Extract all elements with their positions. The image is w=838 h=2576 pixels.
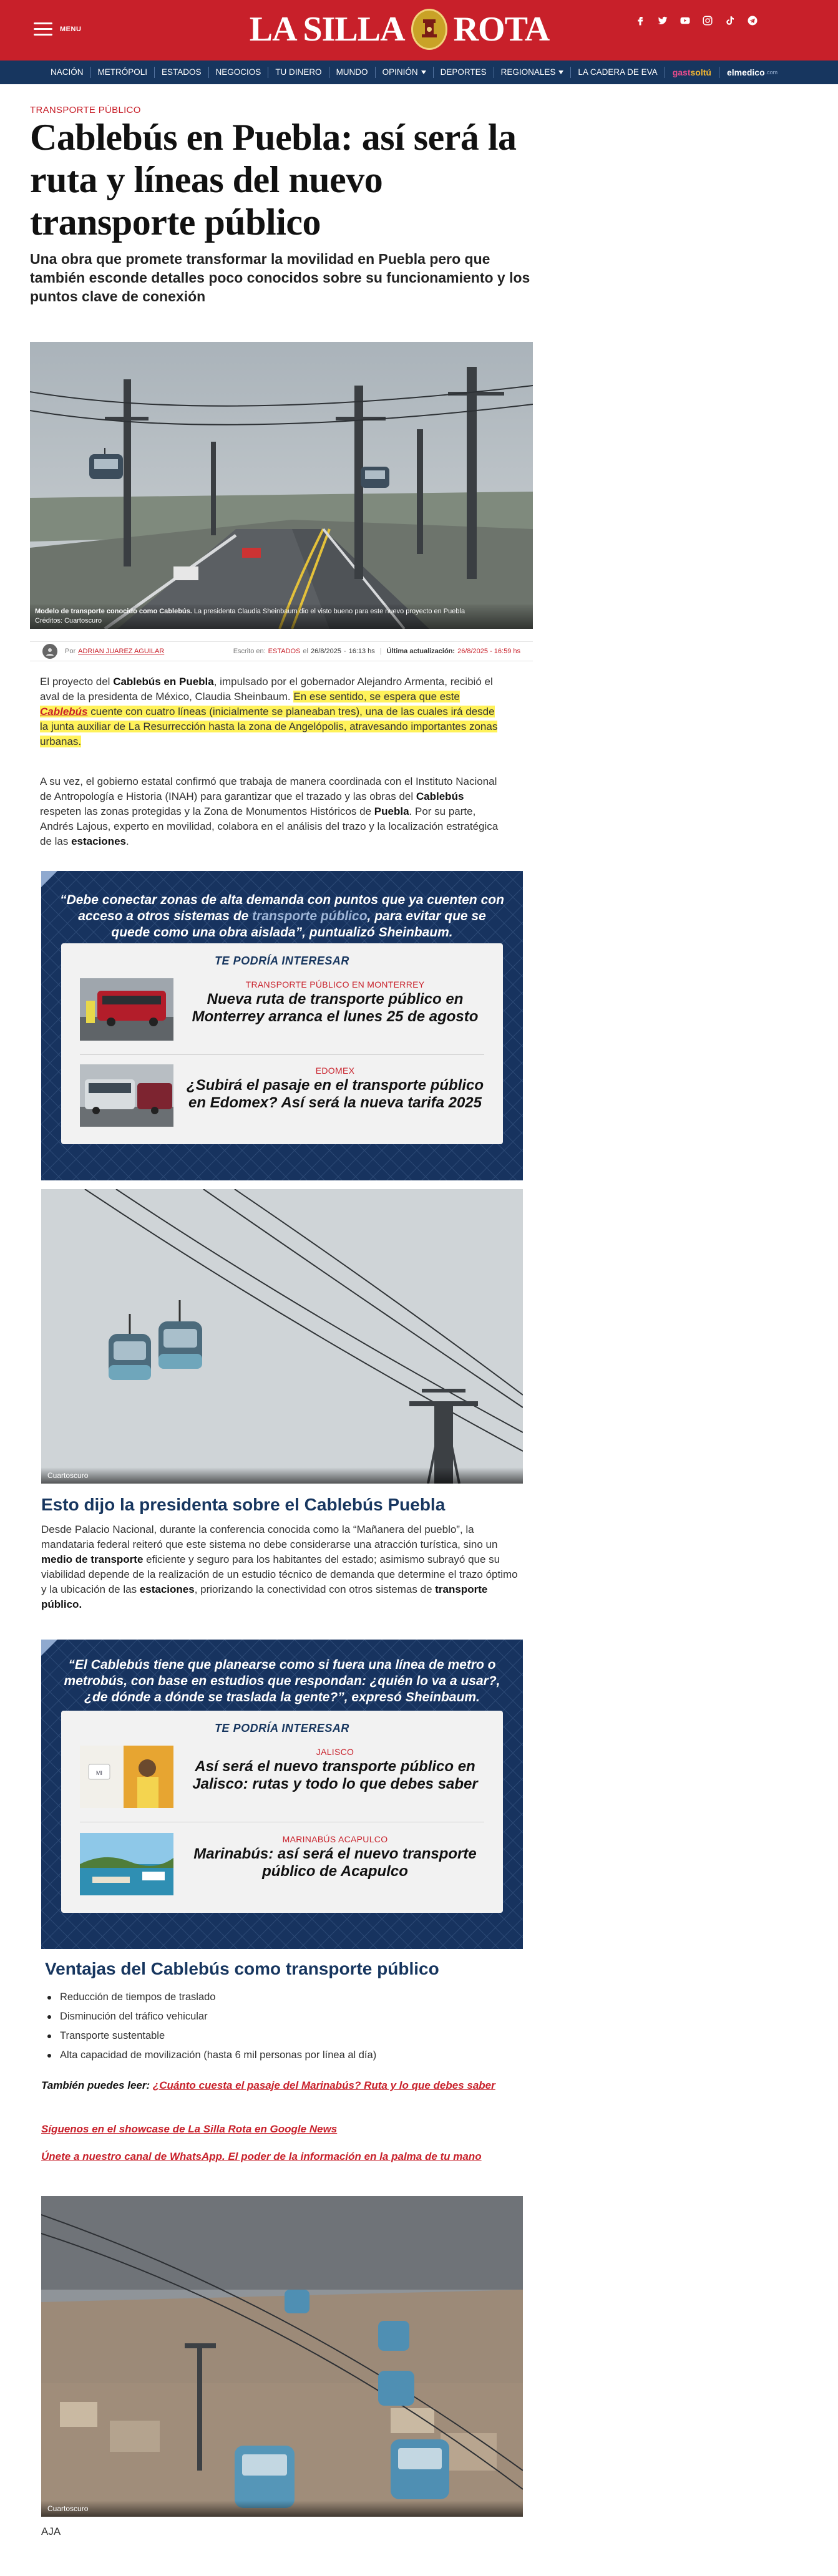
hero-image	[30, 342, 533, 629]
article-headline: Cablebús en Puebla: así será la ruta y líneas del nuevo transporte público	[30, 117, 517, 243]
partner-b-name: elmedico	[726, 67, 765, 77]
p1-text-a: El proyecto del	[40, 676, 114, 688]
social-links	[635, 14, 758, 27]
whatsapp-link[interactable]: Únete a nuestro canal de WhatsApp. El poder de la información en la palma de tu mano	[41, 2151, 482, 2162]
youtube-icon[interactable]	[680, 15, 691, 26]
logo-text-left: LA SILLA	[249, 10, 405, 49]
p1-highlight-b: cuente con cuatro líneas (inicialmente se planeaban tres), una de las cuales irá desde la junta auxiliar de La Resurrección hasta la zona de Angelópolis, atravesando importantes zonas urbanas.	[40, 706, 498, 747]
menu-label: MENU	[60, 26, 82, 33]
p3-text-a: Desde Palacio Nacional, durante la conferencia conocida como la “Mañanera del pueblo”, la mandataria federal reiteró que este sistema no debe considerarse una atracción turística, sino un	[41, 1524, 498, 1550]
p2-text-g: .	[125, 835, 129, 847]
related-kicker: TRANSPORTE PÚBLICO EN MONTERREY	[245, 979, 425, 989]
related-kicker: EDOMEX	[315, 1066, 355, 1076]
tiktok-icon[interactable]	[724, 15, 736, 26]
p2-text-c: respeten las zonas protegidas y la Zona de Monumentos Históricos de	[40, 805, 374, 817]
instagram-icon[interactable]	[702, 15, 713, 26]
box-corner	[41, 1640, 57, 1656]
related-title-text: ¿Subirá el pasaje en el transporte público en Edomex? Así será la nueva tarifa 2025	[186, 1077, 484, 1111]
main-navigation	[0, 61, 838, 84]
p1-highlight-a: En ese sentido, se espera que este	[293, 691, 460, 702]
related-card[interactable]	[80, 1064, 484, 1129]
list-item: Reducción de tiempos de traslado	[46, 1988, 502, 2007]
related-title: TE PODRÍA INTERESAR	[215, 955, 349, 967]
byline-section-link[interactable]: ESTADOS	[268, 648, 301, 655]
nav-item-deportes[interactable]: DEPORTES	[434, 67, 494, 78]
related-thumb	[80, 978, 173, 1041]
chevron-down-icon	[421, 70, 426, 74]
quote1-b: , para evitar que se quede como una obra aislada”, puntualizó Sheinbaum.	[111, 909, 486, 940]
list-item: Transporte sustentable	[46, 2026, 502, 2046]
partner-a-part2: soltú	[690, 67, 711, 77]
related-card[interactable]	[80, 1833, 484, 1898]
quote2-a: “El	[68, 1658, 91, 1672]
p2-bold-f: estaciones	[71, 835, 126, 847]
p2-bold-b: Cablebús	[416, 790, 464, 802]
svg-text:MI: MI	[96, 1770, 102, 1776]
list-item: Alta capacidad de movilización (hasta 6 mil personas por línea al día)	[46, 2046, 502, 2065]
p3-text-c: eficiente y seguro para los habitantes del estado; asimismo subrayó que su viabilidad depende de la realización de un estudio técnico de demanda que determine el trazo óptimo y la ubicación de las	[41, 1553, 518, 1595]
section-heading-presidenta: Esto dijo la presidenta sobre el Cablebús Puebla	[41, 1495, 446, 1514]
quote-box-1	[41, 871, 523, 1180]
nav-item-metropoli[interactable]: METRÓPOLI	[91, 67, 155, 78]
publish-date: 26/8/2025	[310, 648, 341, 655]
nav-item-tu-dinero[interactable]: TU DINERO	[268, 67, 329, 78]
related-thumb	[80, 1064, 173, 1127]
partner-gastsoltu-logo[interactable]	[665, 67, 719, 78]
nav-item-mundo[interactable]: MUNDO	[329, 67, 376, 78]
hero-caption-text: La presidenta Claudia Sheinbaum dio el visto bueno para este nuevo proyecto en Puebla	[192, 608, 465, 615]
also-read-label: También puedes leer:	[41, 2079, 153, 2091]
byline: Por ADRIAN JUAREZ AGUILAR Escrito en: ESTADOS el 26/8/2025 - 16:13 hs | Última actualización: 26/8/2025 - 16:59 hs	[30, 641, 533, 661]
cablecar-gondolas-photo	[41, 1189, 523, 1484]
updated-date: 26/8/2025 - 16:59 hs	[457, 648, 520, 655]
related-kicker: JALISCO	[316, 1747, 354, 1757]
p3-text-e: , priorizando la conectividad con otros sistemas de	[194, 1583, 436, 1595]
section-tag[interactable]: TRANSPORTE PÚBLICO	[30, 105, 141, 115]
related-thumb	[80, 1833, 173, 1895]
hero-credit: Créditos: Cuartoscuro	[35, 617, 102, 625]
menu-button[interactable]	[34, 14, 84, 45]
related-kicker: MARINABÚS ACAPULCO	[282, 1834, 388, 1844]
hamburger-icon	[34, 22, 52, 36]
city-cablecars-illustration	[41, 2196, 523, 2517]
box-corner	[41, 871, 57, 887]
partner-a-part1: gast	[672, 67, 691, 77]
partner-elmedico-logo[interactable]	[719, 67, 785, 78]
site-logo[interactable]	[237, 4, 562, 55]
also-read	[41, 2078, 503, 2094]
author-initials: AJA	[41, 2525, 61, 2537]
author-avatar[interactable]	[42, 644, 57, 659]
nav-item-estados[interactable]: ESTADOS	[155, 67, 209, 78]
paragraph-1	[40, 674, 499, 749]
partner-b-suffix: .com	[765, 69, 778, 75]
p3-bold-d: estaciones	[139, 1583, 195, 1595]
quote2-b: Cablebús	[90, 1658, 150, 1672]
logo-text-right: ROTA	[453, 10, 550, 49]
nav-item-negocios[interactable]: NEGOCIOS	[209, 67, 269, 78]
nav-item-regionales-label: REGIONALES	[500, 67, 556, 77]
related-card[interactable]	[80, 1746, 484, 1810]
related-box-1	[61, 943, 503, 1144]
related-thumb	[80, 1746, 173, 1808]
p3-bold-f: transporte público.	[41, 1583, 488, 1610]
sheinbaum-quote-2	[60, 1657, 504, 1706]
updated-label: Última actualización:	[386, 648, 456, 655]
p1-bold: Cablebús en Puebla	[113, 676, 214, 688]
article-subtitle: Una obra que promete transformar la movilidad en Puebla pero que también esconde detalles poco conocidos sobre su funcionamiento y los puntos clave de conexión	[30, 251, 530, 304]
gondolas-illustration	[41, 1189, 523, 1484]
google-news-link[interactable]: Síguenos en el showcase de La Silla Rota en Google News	[41, 2123, 338, 2135]
top-header-bar	[0, 0, 838, 61]
nav-item-nacion[interactable]: NACIÓN	[44, 67, 91, 78]
whatsapp-line	[41, 2149, 503, 2165]
paragraph-3	[41, 1522, 522, 1612]
list-item: Disminución del tráfico vehicular	[46, 2007, 502, 2026]
sheinbaum-quote-1	[60, 892, 504, 941]
paragraph-2	[40, 774, 499, 849]
facebook-icon[interactable]	[635, 15, 646, 26]
nav-item-la-cadera-de-eva[interactable]: LA CADERA DE EVA	[571, 67, 665, 78]
quote1-dim: transporte público	[252, 909, 368, 923]
telegram-icon[interactable]	[747, 15, 758, 26]
nav-item-opinion-label: OPINIÓN	[382, 67, 418, 77]
hero-caption	[30, 605, 533, 629]
nav-item-opinion[interactable]	[376, 67, 434, 78]
related-card[interactable]	[80, 978, 484, 1043]
p2-text-e: . Por su parte, Andrés Lajous, experto en movilidad, colabora en el análisis del trazo y la localización estratégica de las	[40, 805, 499, 847]
photo-credit: Cuartoscuro	[41, 2501, 523, 2517]
related-title: TE PODRÍA INTERESAR	[215, 1722, 349, 1734]
publish-time: 16:13 hs	[348, 648, 375, 655]
card-divider	[80, 1054, 484, 1055]
quote1-a: “Debe conectar zonas de alta demanda con puntos que ya cuenten con acceso a otros sistemas de	[60, 893, 504, 923]
cablebus-link[interactable]: Cablebús	[40, 706, 88, 717]
hero-caption-bold: Modelo de transporte conocido como Cablebús.	[35, 608, 192, 615]
logo-seal-icon	[411, 9, 447, 50]
cablebus-city-photo	[41, 2196, 523, 2517]
photo-credit: Cuartoscuro	[41, 1467, 523, 1484]
twitter-icon[interactable]	[657, 15, 668, 26]
p1-text-c: , impulsado por el gobernador Alejandro Armenta, recibió el aval de la presidenta de México, Claudia Sheinbaum.	[40, 676, 493, 702]
nav-item-regionales[interactable]	[494, 67, 572, 78]
also-read-link[interactable]: ¿Cuánto cuesta el pasaje del Marinabús? Ruta y lo que debes saber	[152, 2079, 495, 2091]
cablecar-highway-photo	[30, 342, 533, 629]
p2-text-a: A su vez, el gobierno estatal confirmó que trabaja de manera coordinada con el Instituto Nacional de Antropología e Historia (INAH) para garantizar que el trazado y las obras del	[40, 775, 497, 802]
quote2-c: tiene que planearse como si fuera una línea de metro o metrobús, con base en estudios que respondan: ¿quién lo va a usar?, ¿de dónde a dónde se traslada la gente?”, expresó Sheinbaum.	[64, 1658, 500, 1704]
author-link[interactable]: ADRIAN JUAREZ AGUILAR	[78, 648, 165, 655]
related-box-2	[61, 1711, 503, 1913]
related-title-text: Nueva ruta de transporte público en Monterrey arranca el lunes 25 de agosto	[192, 991, 479, 1025]
advantages-list	[46, 1988, 502, 2065]
p2-bold-d: Puebla	[374, 805, 409, 817]
related-title-text: Marinabús: así será el nuevo transporte público de Acapulco	[193, 1845, 477, 1880]
byline-by: Por	[65, 648, 76, 655]
written-in-label: Escrito en:	[233, 648, 266, 655]
byline-el: el	[303, 648, 308, 655]
google-news-line	[41, 2121, 503, 2137]
section-heading-ventajas: Ventajas del Cablebús como transporte público	[45, 1959, 439, 1978]
p3-bold-b: medio de transporte	[41, 1553, 144, 1565]
chevron-down-icon	[558, 70, 563, 74]
related-title-text: Así será el nuevo transporte público en Jalisco: rutas y todo lo que debes saber	[192, 1758, 478, 1792]
quote-box-2	[41, 1640, 523, 1949]
